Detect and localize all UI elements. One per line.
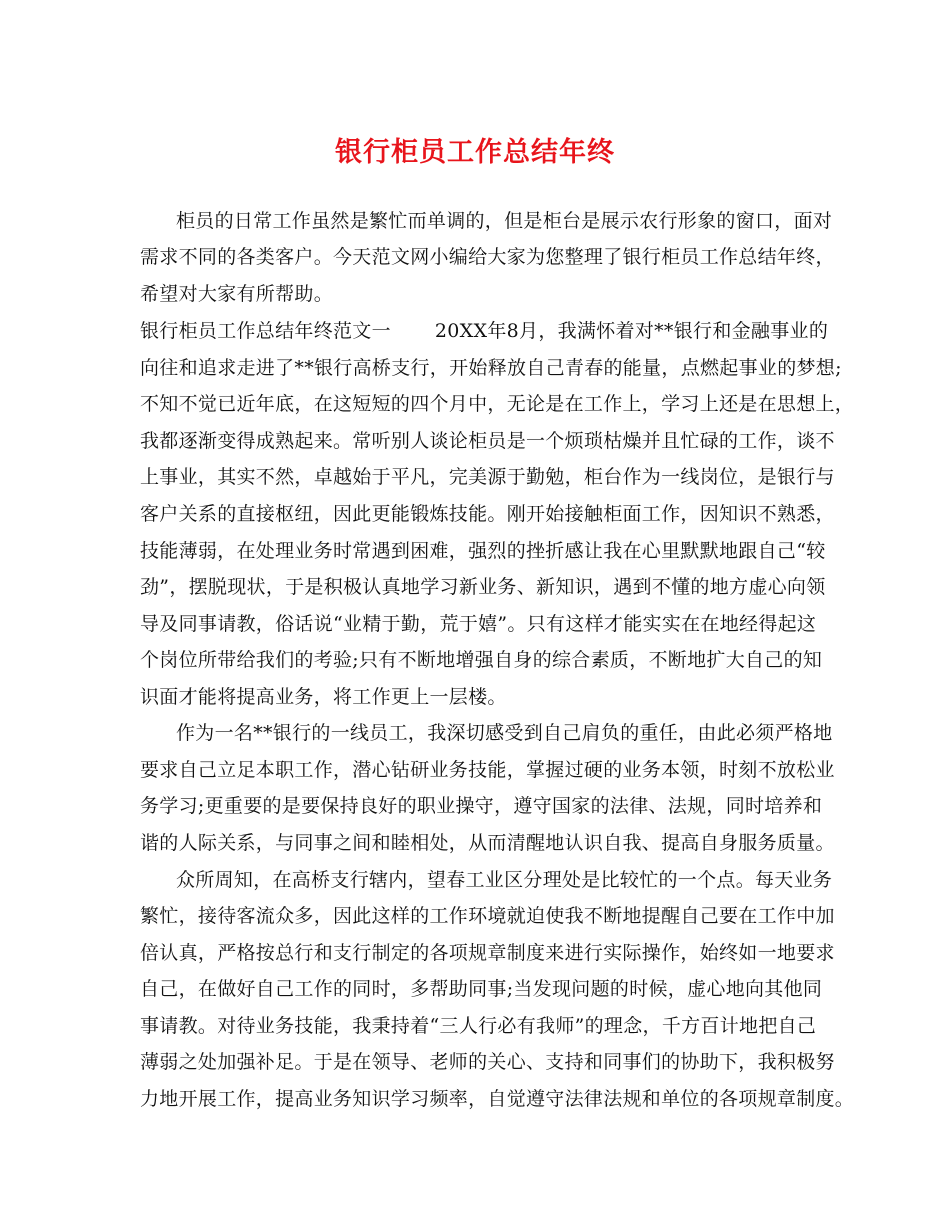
para2-line: 作为一名**银行的一线员工，我深切感受到自己肩负的重任，由此必须严格地 xyxy=(176,722,833,744)
para1-line: 识面才能将提高业务，将工作更上一层楼。 xyxy=(140,686,507,708)
para2-line: 要求自己立足本职工作，潜心钻研业务技能，掌握过硬的业务本领，时刻不放松业 xyxy=(140,759,835,781)
document-title: 银行柜员工作总结年终 xyxy=(335,137,615,168)
para3-line: 力地开展工作，提高业务知识学习频率，自觉遵守法律法规和单位的各项规章制度。 xyxy=(140,1088,855,1110)
para3-line: 众所周知，在高桥支行辖内，望春工业区分理处是比较忙的一个点。每天业务 xyxy=(176,869,833,891)
para3-line: 事请教。对待业务技能，我秉持着“三人行必有我师”的理念，千方百计地把自己 xyxy=(140,1015,817,1037)
para1-line: 劲”，摆脱现状，于是积极认真地学习新业务、新知识，遇到不懂的地方虚心向领 xyxy=(140,576,826,598)
para1-line: 个岗位所带给我们的考验;只有不断地增强自身的综合素质，不断地扩大自己的知 xyxy=(140,649,823,671)
para3-line: 繁忙，接待客流众多，因此这样的工作环境就迫使我不断地提醒自己要在工作中加 xyxy=(140,905,835,927)
para1-line: 我都逐渐变得成熟起来。常听别人谈论柜员是一个烦琐枯燥并且忙碌的工作，谈不 xyxy=(140,430,835,452)
para1-line: 上事业，其实不然，卓越始于平凡，完美源于勤勉，柜台作为一线岗位，是银行与 xyxy=(140,466,835,488)
para1-line: 不知不觉已近年底，在这短短的四个月中，无论是在工作上，学习上还是在思想上， xyxy=(140,393,855,415)
intro-line: 需求不同的各类客户。今天范文网小编给大家为您整理了银行柜员工作总结年终， xyxy=(140,246,835,268)
section-heading-line xyxy=(140,318,830,344)
para3-line: 薄弱之处加强补足。于是在领导、老师的关心、支持和同事们的协助下，我积极努 xyxy=(140,1051,835,1073)
intro-line: 柜员的日常工作虽然是繁忙而单调的，但是柜台是展示农行形象的窗口，面对 xyxy=(176,210,833,232)
section-heading-tail: 20XX年8月，我满怀着对**银行和金融事业的 xyxy=(434,320,829,342)
para2-line: 谐的人际关系，与同事之间和睦相处，从而清醒地认识自我、提高自身服务质量。 xyxy=(140,832,835,854)
intro-line: 希望对大家有所帮助。 xyxy=(140,283,334,305)
para1-line: 向往和追求走进了**银行高桥支行，开始释放自己青春的能量，点燃起事业的梦想; xyxy=(140,357,842,379)
para1-line: 客户关系的直接枢纽，因此更能锻炼技能。刚开始接触柜面工作，因知识不熟悉， xyxy=(140,503,835,525)
para3-line: 倍认真，严格按总行和支行制定的各项规章制度来进行实际操作，始终如一地要求 xyxy=(140,942,835,964)
para1-line: 技能薄弱，在处理业务时常遇到困难，强烈的挫折感让我在心里默默地跟自己“较 xyxy=(140,540,826,562)
para2-line: 务学习;更重要的是要保持良好的职业操守，遵守国家的法律、法规，同时培养和 xyxy=(140,795,823,817)
section-heading: 银行柜员工作总结年终范文一 xyxy=(140,320,391,342)
para1-line: 导及同事请教，俗话说“业精于勤，荒于嬉”。只有这样才能实实在在地经得起这 xyxy=(140,613,817,635)
para3-line: 自己，在做好自己工作的同时，多帮助同事;当发现问题的时候，虚心地向其他同 xyxy=(140,978,823,1000)
